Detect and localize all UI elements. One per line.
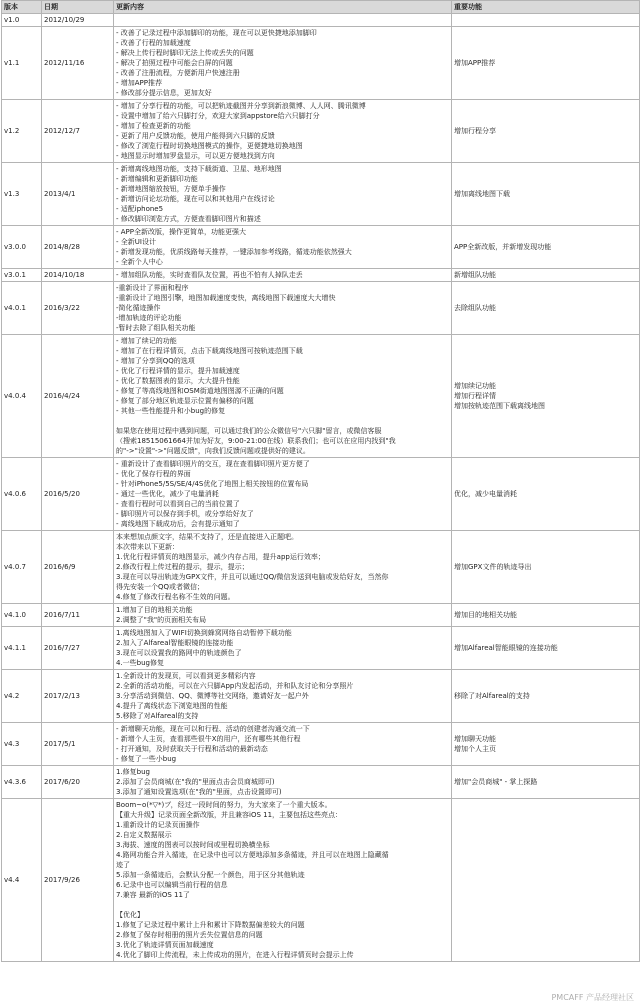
features-cell [452,269,640,282]
feature-line: 增加续记功能 [454,382,496,390]
update-line: - 解决了拍照过程中可能会白屏的问题 [116,59,233,67]
date-cell: 2016/4/24 [42,335,114,458]
update-line [116,900,449,910]
update-line: （搜索18515061664并加为好友，9:00-21:00在线）联系我们；也可以在应用内找到"我 [116,437,396,445]
updates-cell [114,799,452,962]
feature-line: 去除组队功能 [454,304,496,312]
update-line: 1.重新设计的记录页面操作 [116,821,200,829]
update-line: - 增加了续记的功能 [116,337,177,345]
features-cell [452,531,640,604]
updates-cell [114,14,452,27]
features-cell [452,766,640,799]
update-line: Boom~o(*▽*)ブ，经过一段时间的努力，为大家来了一个重大版本。 [116,801,332,809]
update-line: - 改善了行程的加载速度 [116,39,191,47]
date-cell: 2017/5/1 [42,723,114,766]
date-cell: 2013/4/1 [42,163,114,226]
table-row [2,163,640,226]
update-line: - 改善了记录过程中添加脚印的功能，现在可以更快捷地添加脚印 [116,29,317,37]
updates-cell [114,766,452,799]
table-row [2,531,640,604]
date-cell: 2012/11/16 [42,27,114,100]
features-cell [452,799,640,962]
feature-line: 增加行程详情 [454,392,496,400]
update-line: 3.添加了通知设置选项(在"我的"里面，点击设置即可) [116,788,282,796]
update-line: - 优化了保存行程的界面 [116,470,191,478]
update-line: - 地图显示时增加罗盘显示，可以更方便地找到方向 [116,152,275,160]
update-line: - 新增个人主页，查看那些很牛X的用户，还有哪些其他行程 [116,735,301,743]
update-line: 2.加入了Alfareal智能眼镜的连接功能 [116,639,234,647]
version-cell: v4.2 [2,670,42,723]
updates-cell [114,282,452,335]
feature-line: 增加离线地图下载 [454,190,510,198]
update-line: 本来想加点颜文字，结果不支持了，还是直接进入正题吧。 [116,533,298,541]
updates-cell [114,531,452,604]
table-row [2,766,640,799]
update-line: 1.优化行程详情页的地图显示，减少内存占用，提升app运行效率； [116,553,325,561]
update-line: - 修复了等高线地图和OSM街道地图图源不正确的问题 [116,387,284,395]
update-line: 的"->"设置"->"问题反馈"，向我们反馈问题或提供好的建议。 [116,447,310,455]
update-line: - 新增离线地图功能，支持下载街道、卫星、地形地图 [116,165,282,173]
version-cell: v4.1.1 [2,627,42,670]
update-line: - 修改脚印浏览方式，方便查看脚印图片和描述 [116,215,261,223]
features-cell [452,27,640,100]
update-line: 得先安装一个QQ或者微信； [116,583,205,591]
updates-cell [114,723,452,766]
version-cell: v4.4 [2,799,42,962]
version-cell: v4.0.4 [2,335,42,458]
update-line: -增加轨迹的评论功能 [116,314,182,322]
version-cell: v1.2 [2,100,42,163]
version-cell: v4.1.0 [2,604,42,627]
features-cell [452,335,640,458]
update-line: 1.修复bug [116,768,151,776]
date-cell: 2016/3/22 [42,282,114,335]
update-line: - 新增访问论坛功能，现在可以和其他用户在线讨论 [116,195,275,203]
update-line: - 新增发现功能，优质线路每天推荐，一键添加参考线路，循迹功能依然强大 [116,248,352,256]
update-line [116,416,449,426]
version-cell: v3.0.1 [2,269,42,282]
update-line: - 针对iPhone5/5S/SE/4/4S优化了地图上相关按钮的位置布局 [116,480,309,488]
updates-cell [114,226,452,269]
update-line: 2.全新的活动功能，可以在六只脚App内发起活动，并和队友讨论和分享照片 [116,682,354,690]
update-line: 【优化】 [116,911,144,919]
feature-line: 新增组队功能 [454,271,496,279]
update-line: 5.移除了对Alfareal的支持 [116,712,199,720]
update-line: - 增加了检查更新的功能 [116,122,191,130]
update-line: 3.分享活动到微信、QQ、微博等社交网络，邀请好友一起户外 [116,692,309,700]
updates-cell [114,335,452,458]
update-line: - 增加组队功能，实时查看队友位置，再也不怕有人掉队走丢 [116,271,303,279]
update-line: 1.离线地图加入了WIFI切换到蜂窝网络自动暂停下载功能 [116,629,292,637]
update-line: - 脚印照片可以保存到手机，或分享给好友了 [116,510,254,518]
features-cell [452,458,640,531]
version-cell: v1.1 [2,27,42,100]
update-line: 3.优化了轨迹详情页面加载速度 [116,941,214,949]
update-line: - 增加了在行程详情页，点击下载离线地图可按轨迹范围下载 [116,347,303,355]
update-line: - 其他一些性能提升和小bug的修复 [116,407,226,415]
update-line: - 新增聊天功能，现在可以和行程、活动的创建者沟通交流一下 [116,725,310,733]
features-cell [452,670,640,723]
update-line: - 适配iphone5 [116,205,164,213]
update-line: 3.海拔、速度的图表可以按时间或里程切换横坐标 [116,841,270,849]
update-line: 2.调整了"我"的页面相关布局 [116,616,207,624]
features-cell [452,282,640,335]
update-line: 4.一些bug修复 [116,659,165,667]
feature-line: APP全新改版，并新增发现功能 [454,243,552,251]
updates-cell [114,27,452,100]
version-cell: v4.3 [2,723,42,766]
update-line: 4.优化了脚印上传流程，未上传成功的照片，在进入行程详情页时会提示上传 [116,951,354,959]
update-line: 4.修复了修改行程名称不生效的问题。 [116,593,235,601]
date-cell: 2012/12/7 [42,100,114,163]
feature-line: 增加APP推荐 [454,59,496,67]
features-cell [452,14,640,27]
table-row [2,799,640,962]
updates-cell [114,627,452,670]
update-line: - 修改了浏览行程时切换地图模式的操作，更便捷地切换地图 [116,142,303,150]
feature-line: 增加"会员商城" - 掌上探路 [454,778,538,786]
feature-line: 移除了对Alfareal的支持 [454,692,530,700]
version-cell: v4.0.6 [2,458,42,531]
version-history-table [1,0,640,962]
update-line: 如果您在使用过程中遇到问题，可以通过我们的公众微信号"六只脚"留言，或微信客服 [116,427,382,435]
header-date: 日期 [42,1,114,14]
updates-cell [114,100,452,163]
update-line: - 解决上传行程时脚印无法上传或丢失的问题 [116,49,254,57]
update-line: - 全新UI设计 [116,238,156,246]
date-cell: 2012/10/29 [42,14,114,27]
feature-line: 优化，减少电量消耗 [454,490,517,498]
date-cell: 2016/7/27 [42,627,114,670]
update-line: - 设置中增加了给六只脚打分，欢迎大家到appstore给六只脚打分 [116,112,320,120]
table-row [2,282,640,335]
update-line: - 重新设计了查看脚印照片的交互，现在查看脚印照片更方便了 [116,460,310,468]
update-line: -重新设计了地图引擎，地图加载速度变快，离线地图下载速度大大增快 [116,294,336,302]
table-row [2,604,640,627]
update-line: - 查看行程时可以看到自己的当前位置了 [116,500,240,508]
date-cell: 2014/8/28 [42,226,114,269]
watermark: PMCAFF 产品经理社区 [551,993,634,1002]
table-header-row [2,1,640,14]
feature-line: 增加按轨迹范围下载离线地图 [454,402,545,410]
update-line: 1.修复了记录过程中累计上升和累计下降数据偏差较大的问题 [116,921,305,929]
feature-line: 增加Alfareal智能眼镜的连接功能 [454,644,558,652]
table-row [2,226,640,269]
update-line: 5.添加一条循迹后，会默认分配一个颜色，用于区分其他轨迹 [116,871,305,879]
update-line: 2.自定义数据展示 [116,831,172,839]
header-features: 重要功能 [452,1,640,14]
updates-cell [114,604,452,627]
feature-line: 增加GPX文件的轨迹导出 [454,563,532,571]
feature-line: 增加行程分享 [454,127,496,135]
table-row [2,458,640,531]
update-line: - 新增地图缩放按钮，方便单手操作 [116,185,226,193]
table-row [2,269,640,282]
features-cell [452,627,640,670]
update-line: - 修复了一些小bug [116,755,177,763]
update-line: - 新增编辑和更新脚印功能 [116,175,198,183]
feature-line: 增加个人主页 [454,745,496,753]
updates-cell [114,269,452,282]
update-line: 4.路网功能合并入循迹，在记录中也可以方便地添加多条循迹，并且可以在地图上隐藏循 [116,851,389,859]
features-cell [452,100,640,163]
updates-cell [114,163,452,226]
table-row [2,627,640,670]
version-cell: v3.0.0 [2,226,42,269]
update-line: - 修复了部分地区轨迹显示位置有偏移的问题 [116,397,254,405]
version-cell: v1.3 [2,163,42,226]
update-line: - 修改部分提示信息，更加友好 [116,89,212,97]
table-row [2,723,640,766]
features-cell [452,163,640,226]
update-line: 1.全新设计的发现页，可以看到更多精彩内容 [116,672,256,680]
date-cell: 2017/6/20 [42,766,114,799]
update-line: - 通过一些优化，减少了电量消耗 [116,490,219,498]
update-line: 2.修改行程上传过程的提示，提示，提示； [116,563,249,571]
version-cell: v4.3.6 [2,766,42,799]
update-line: -重新设计了界面和程序 [116,284,189,292]
update-line: - 优化了行程详情的显示，提升加载速度 [116,367,240,375]
table-row [2,14,640,27]
table-row [2,100,640,163]
date-cell: 2017/9/26 [42,799,114,962]
header-version: 版本 [2,1,42,14]
update-line: - 增加了分享行程的功能，可以把轨迹截图并分享到新浪微博、人人网、腾讯微博 [116,102,366,110]
features-cell [452,226,640,269]
version-cell: v1.0 [2,14,42,27]
update-line: 【重大升级】记录页面全新改版，并且兼容iOS 11，主要包括这些亮点： [116,811,343,819]
table-row [2,335,640,458]
update-line: 4.提升了离线状态下浏览地图的性能 [116,702,228,710]
features-cell [452,723,640,766]
update-line: - 增加APP推荐 [116,79,162,87]
header-updates: 更新内容 [114,1,452,14]
date-cell: 2016/5/20 [42,458,114,531]
update-line: - 更新了用户反馈功能，使用户能得到六只脚的反馈 [116,132,275,140]
update-line: - APP全新改版，操作更简单，功能更强大 [116,228,246,236]
update-line: - 离线地图下载成功后，会有提示通知了 [116,520,240,528]
update-line: 7.兼容 最新的iOS 11了 [116,891,190,899]
update-line: 3.现在可以导出轨迹为GPX文件，并且可以通过QQ/微信发送到电脑或发给好友，当然你 [116,573,389,581]
features-cell [452,604,640,627]
update-line: 迹了 [116,861,130,869]
date-cell: 2014/10/18 [42,269,114,282]
update-line: 2.修复了保存时相册的照片丢失位置信息的问题 [116,931,263,939]
update-line: -简化循迹操作 [116,304,161,312]
date-cell: 2016/6/9 [42,531,114,604]
feature-line: 增加聊天功能 [454,735,496,743]
version-cell: v4.0.1 [2,282,42,335]
date-cell: 2017/2/13 [42,670,114,723]
update-line: - 打开通知，及时获取关于行程和活动的最新动态 [116,745,268,753]
update-line: 本次带来以下更新： [116,543,179,551]
update-line: - 全新个人中心 [116,258,163,266]
update-line: - 增加了分享到QQ的选项 [116,357,195,365]
feature-line: 增加目的地相关功能 [454,611,517,619]
version-cell: v4.0.7 [2,531,42,604]
updates-cell [114,670,452,723]
update-line: 6.记录中也可以编辑当前行程的信息 [116,881,228,889]
date-cell: 2016/7/11 [42,604,114,627]
update-line: - 优化了数据图表的显示，大大提升性能 [116,377,240,385]
updates-cell [114,458,452,531]
table-row [2,27,640,100]
update-line: 3.现在可以设置我的路网中的轨迹颜色了 [116,649,242,657]
update-line: 1.增加了目的地相关功能 [116,606,193,614]
update-line: -暂时去除了组队相关功能 [116,324,196,332]
update-line: - 改善了注册流程，方便新用户快速注册 [116,69,240,77]
table-row [2,670,640,723]
update-line: 2.添加了会员商城(在"我的"里面点击会员商城即可) [116,778,275,786]
